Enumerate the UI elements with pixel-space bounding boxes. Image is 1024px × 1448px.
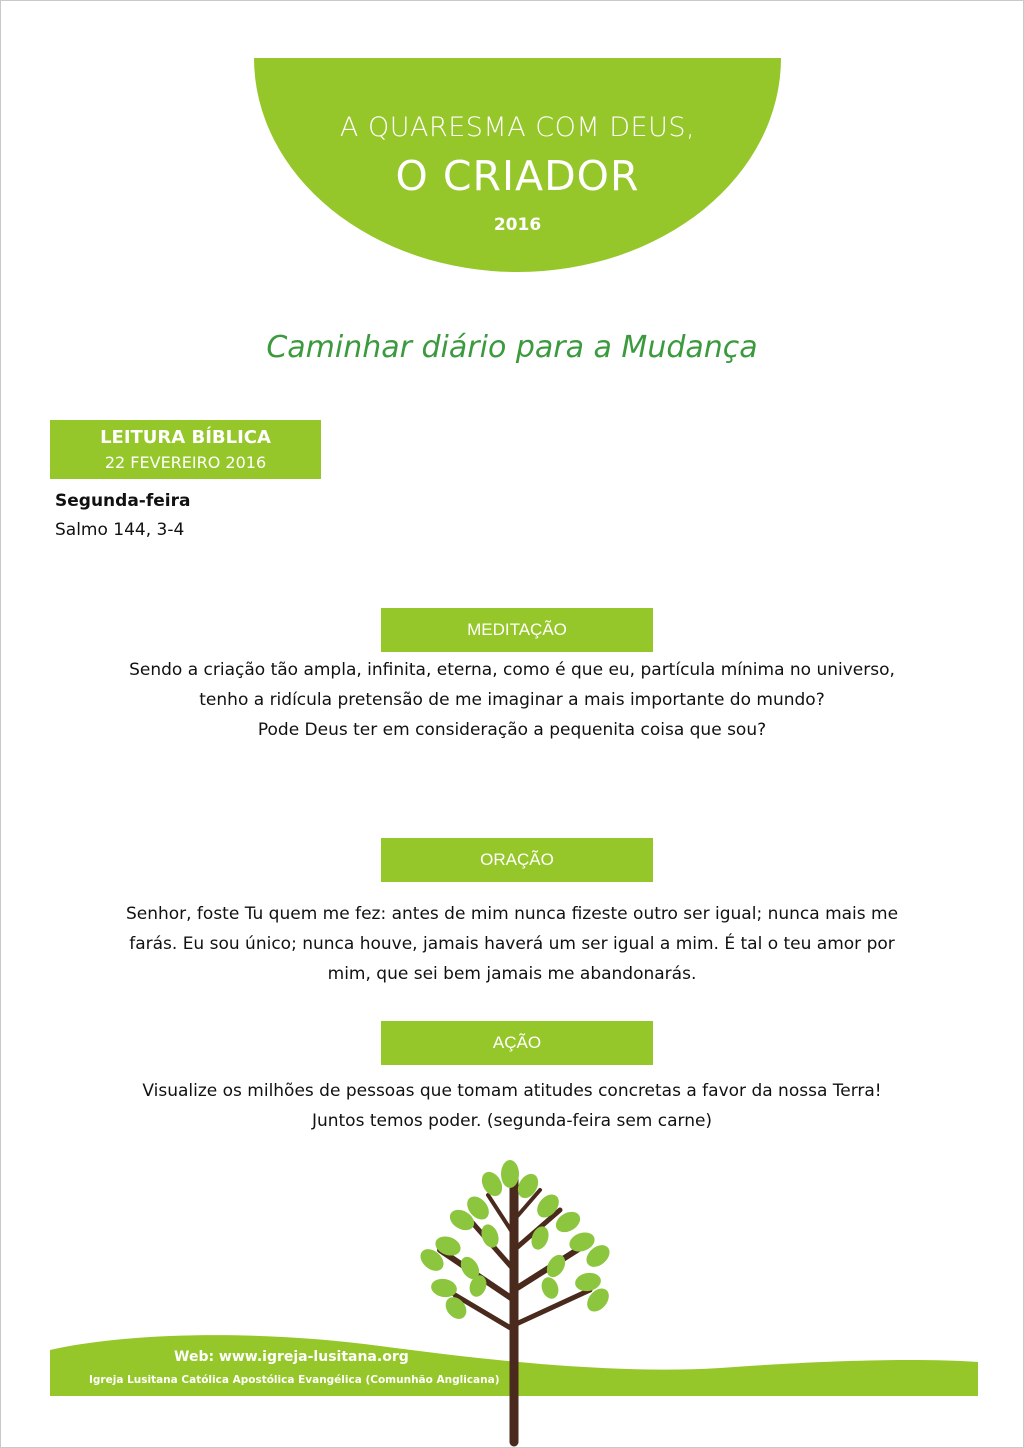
acao-text	[80, 1076, 944, 1136]
acao-line: Visualize os milhões de pessoas que tomam atitudes concretas a favor da nossa Terra!	[142, 1081, 882, 1101]
header-title-line1: A QUARESMA COM DEUS,	[339, 112, 696, 143]
acao-line: Juntos temos poder. (segunda-feira sem carne)	[311, 1111, 713, 1131]
meditacao-line: tenho a ridícula pretensão de me imaginar a mais importante do mundo?	[199, 690, 825, 710]
leitura-biblica-box	[50, 420, 321, 479]
meditacao-line: Pode Deus ter em consideração a pequenita coisa que sou?	[257, 720, 767, 740]
header-year: 2016	[493, 215, 542, 235]
weekday-label: Segunda-feira	[55, 491, 191, 511]
reading-reference: Salmo 144, 3-4	[55, 520, 185, 540]
oracao-header: ORAÇÃO	[381, 838, 653, 882]
footer-illustration	[0, 1150, 1024, 1448]
oracao-line: mim, que sei bem jamais me abandonarás.	[327, 964, 697, 984]
acao-header: AÇÃO	[381, 1021, 653, 1065]
footer-website: Web: www.igreja-lusitana.org	[174, 1349, 409, 1365]
leitura-title: LEITURA BÍBLICA	[100, 427, 271, 448]
oracao-line: Senhor, foste Tu quem me fez: antes de mim nunca fizeste outro ser igual; nunca mais me	[125, 904, 899, 924]
meditacao-header: MEDITAÇÃO	[381, 608, 653, 652]
header-title-line2: O CRIADOR	[395, 152, 640, 200]
footer-organization: Igreja Lusitana Católica Apostólica Evangélica (Comunhão Anglicana)	[89, 1374, 500, 1386]
meditacao-line: Sendo a criação tão ampla, infinita, eterna, como é que eu, partícula mínima no universo,	[129, 660, 895, 680]
oracao-line: farás. Eu sou único; nunca houve, jamais haverá um ser igual a mim. É tal o teu amor por	[129, 934, 895, 954]
leitura-date: 22 FEVEREIRO 2016	[104, 453, 267, 472]
oracao-text	[80, 899, 944, 989]
meditacao-text	[80, 655, 944, 745]
page-subtitle: Caminhar diário para a Mudança	[266, 330, 758, 365]
